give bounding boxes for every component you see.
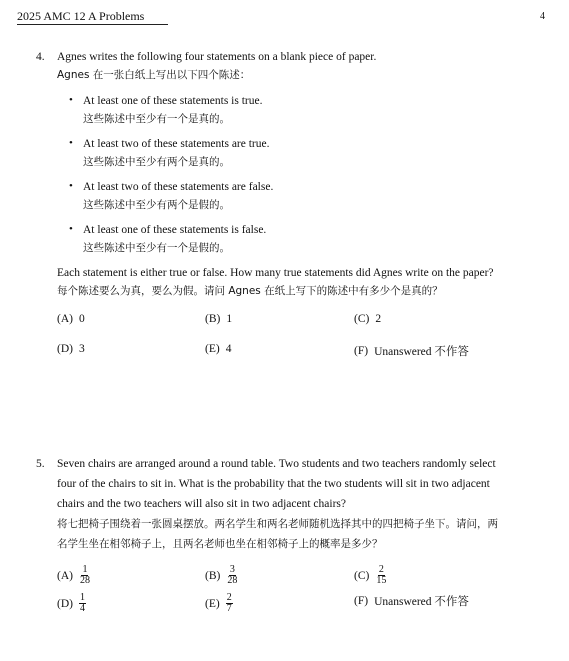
bullet-icon: • bbox=[69, 180, 73, 192]
answer-choices bbox=[57, 313, 527, 373]
statement-en: At least one of these statements is true. bbox=[83, 95, 263, 107]
bullet-icon: • bbox=[69, 223, 73, 235]
choice-b[interactable]: (B) 1 bbox=[205, 313, 233, 325]
problem-number: 4. bbox=[36, 51, 45, 63]
question-cn: 每个陈述要么为真，要么为假。请问 Agnes 在纸上写下的陈述中有多少个是真的？ bbox=[57, 285, 443, 297]
problem-5 bbox=[38, 457, 538, 621]
choice-a[interactable]: (A) 0 bbox=[57, 313, 85, 325]
statement-cn: 这些陈述中至少有两个是假的。 bbox=[83, 199, 230, 211]
fraction: $\frac{3}{28}$ bbox=[227, 564, 238, 586]
problem-text-en: four of the chairs to sit in. What is the probability that the two students will sit in two adjacent bbox=[57, 478, 490, 490]
choice-a[interactable]: (A) $\frac{1}{28}$ bbox=[57, 564, 90, 586]
choice-e[interactable]: (E) 4 bbox=[205, 343, 232, 355]
problem-text-en: Seven chairs are arranged around a round table. Two students and two teachers randomly select bbox=[57, 458, 496, 470]
statement-en: At least two of these statements are true. bbox=[83, 138, 270, 150]
choice-b[interactable]: (B) $\frac{3}{28}$ bbox=[205, 564, 238, 586]
statement-en: At least one of these statements is false. bbox=[83, 224, 267, 236]
choice-f[interactable]: (F) Unanswered 不作答 bbox=[354, 595, 469, 608]
choice-c[interactable]: (C) 2 bbox=[354, 313, 382, 325]
problem-text-cn: 名学生坐在相邻椅子上，且两名老师也坐在相邻椅子上的概率是多少？ bbox=[57, 538, 383, 550]
choice-d[interactable]: (D) 3 bbox=[57, 343, 85, 355]
bullet-icon: • bbox=[69, 94, 73, 106]
problem-intro-cn: Agnes 在一张白纸上写出以下四个陈述： bbox=[57, 69, 251, 81]
problem-text-en: chairs and the two teachers will also sit in two adjacent chairs? bbox=[57, 498, 346, 510]
fraction: $\frac{1}{4}$ bbox=[79, 592, 85, 614]
statement-list bbox=[38, 94, 538, 255]
fraction: $\frac{2}{7}$ bbox=[226, 592, 232, 614]
page-header bbox=[17, 9, 545, 27]
bullet-icon: • bbox=[69, 137, 73, 149]
header-underline bbox=[17, 24, 168, 25]
problem-4 bbox=[38, 50, 538, 373]
list-item bbox=[69, 223, 538, 255]
question-en: Each statement is either true or false. How many true statements did Agnes write on the paper? bbox=[57, 267, 494, 279]
choice-e[interactable]: (E) $\frac{2}{7}$ bbox=[205, 592, 232, 614]
list-item bbox=[69, 137, 538, 169]
list-item bbox=[69, 94, 538, 126]
statement-cn: 这些陈述中至少有一个是假的。 bbox=[83, 242, 230, 254]
fraction: $\frac{2}{15}$ bbox=[376, 564, 387, 586]
statement-cn: 这些陈述中至少有两个是真的。 bbox=[83, 156, 230, 168]
list-item bbox=[69, 180, 538, 212]
problem-number: 5. bbox=[36, 458, 45, 470]
choice-d[interactable]: (D) $\frac{1}{4}$ bbox=[57, 592, 85, 614]
choice-f[interactable]: (F) Unanswered 不作答 bbox=[354, 345, 469, 358]
document-title: 2025 AMC 12 A Problems bbox=[17, 9, 145, 23]
problem-intro-en: Agnes writes the following four statements on a blank piece of paper. bbox=[57, 51, 377, 63]
answer-choices bbox=[57, 565, 527, 621]
page-number: 4 bbox=[540, 11, 545, 22]
statement-en: At least two of these statements are false. bbox=[83, 181, 274, 193]
statement-cn: 这些陈述中至少有一个是真的。 bbox=[83, 113, 230, 125]
problem-text-cn: 将七把椅子围绕着一张圆桌摆放。两名学生和两名老师随机选择其中的四把椅子坐下。请问，两 bbox=[57, 518, 498, 530]
choice-c[interactable]: (C) $\frac{2}{15}$ bbox=[354, 564, 387, 586]
fraction: $\frac{1}{28}$ bbox=[79, 564, 90, 586]
